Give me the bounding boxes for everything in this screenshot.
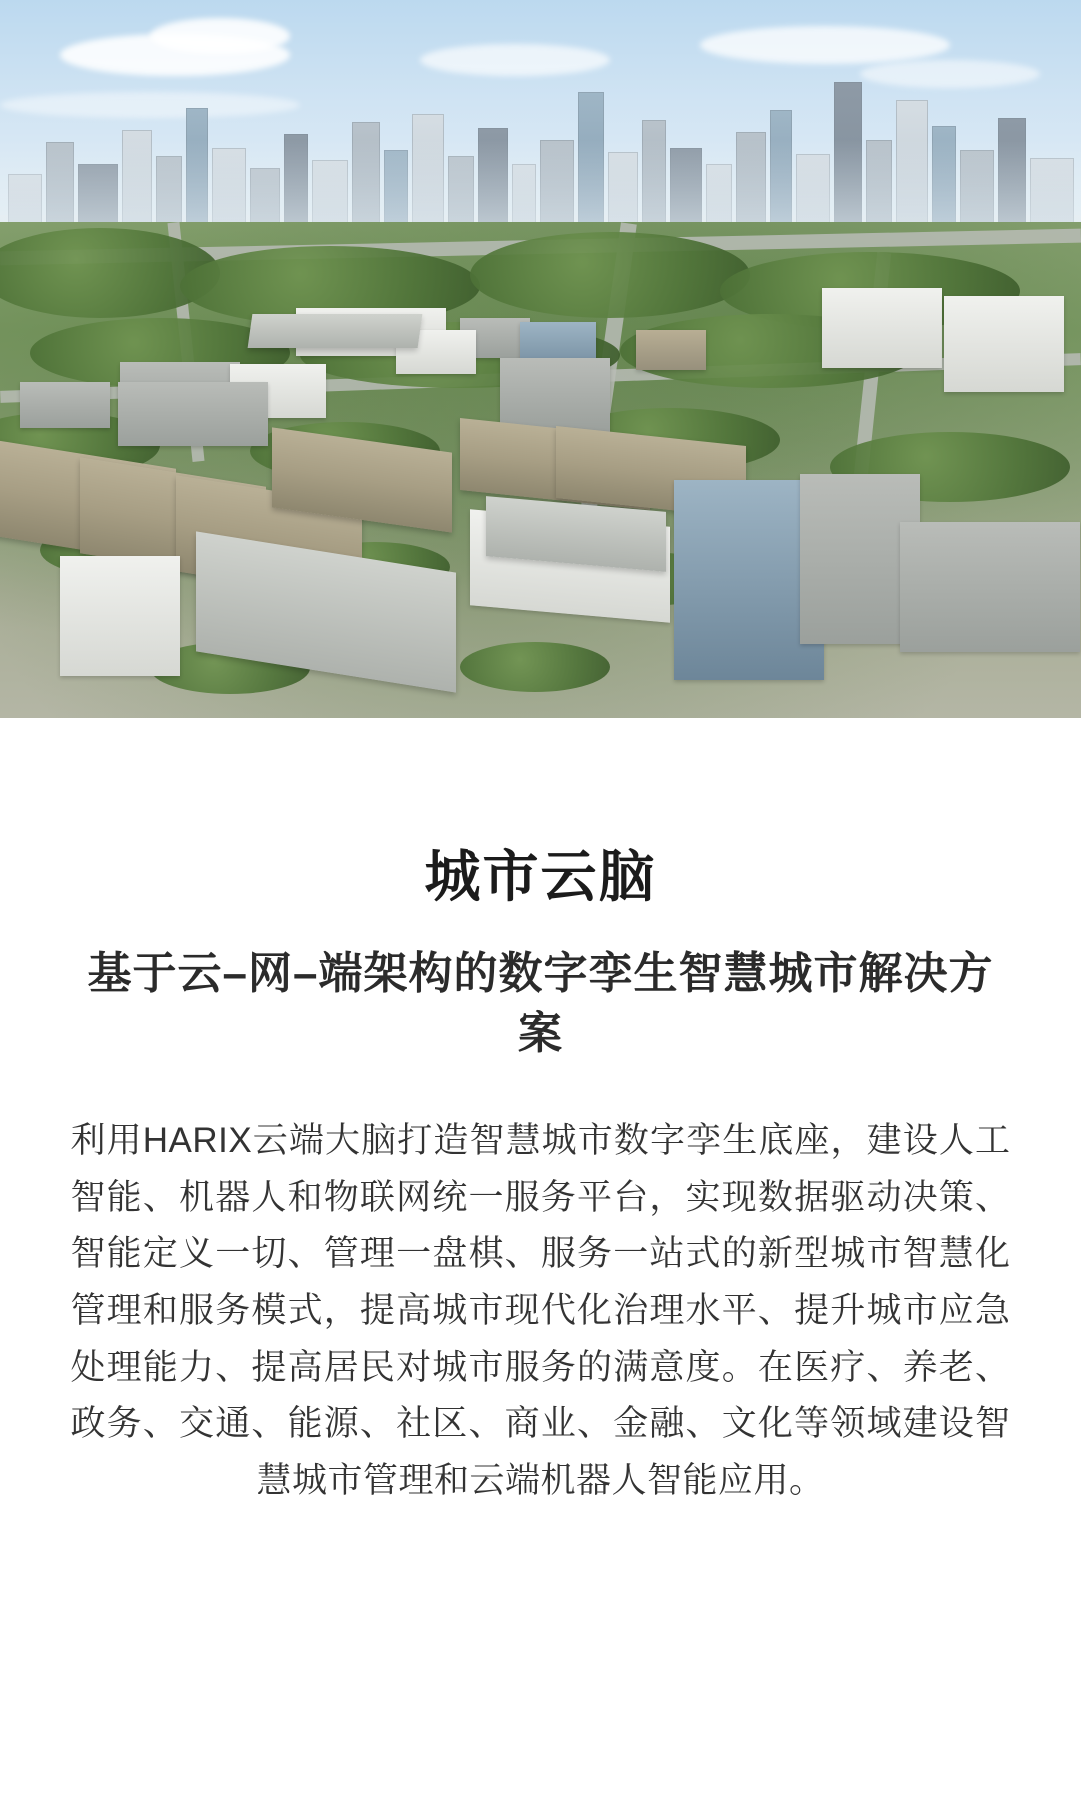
page-subtitle: 基于云–网–端架构的数字孪生智慧城市解决方案 (87, 948, 994, 1059)
article-body: 利用HARIX云端大脑打造智慧城市数字孪生底座，建设人工智能、机器人和物联网统一服务平台，实现数据驱动决策、智能定义一切、管理一盘棋、服务一站式的新型城市智慧化管理和服务模式，提高城市现代化治理水平、提升城市应急处理能力、提高居民对城市服务的满意度。在医疗、养老、政务、交通、能源、社区、商业、金融、文化等领域建设智慧城市管理和云端机器人智能应用。 (70, 1121, 1011, 1501)
article-content (0, 718, 1081, 1510)
hero-image (0, 0, 1081, 718)
page-title: 城市云脑 (424, 845, 657, 908)
city-ground (0, 222, 1081, 718)
